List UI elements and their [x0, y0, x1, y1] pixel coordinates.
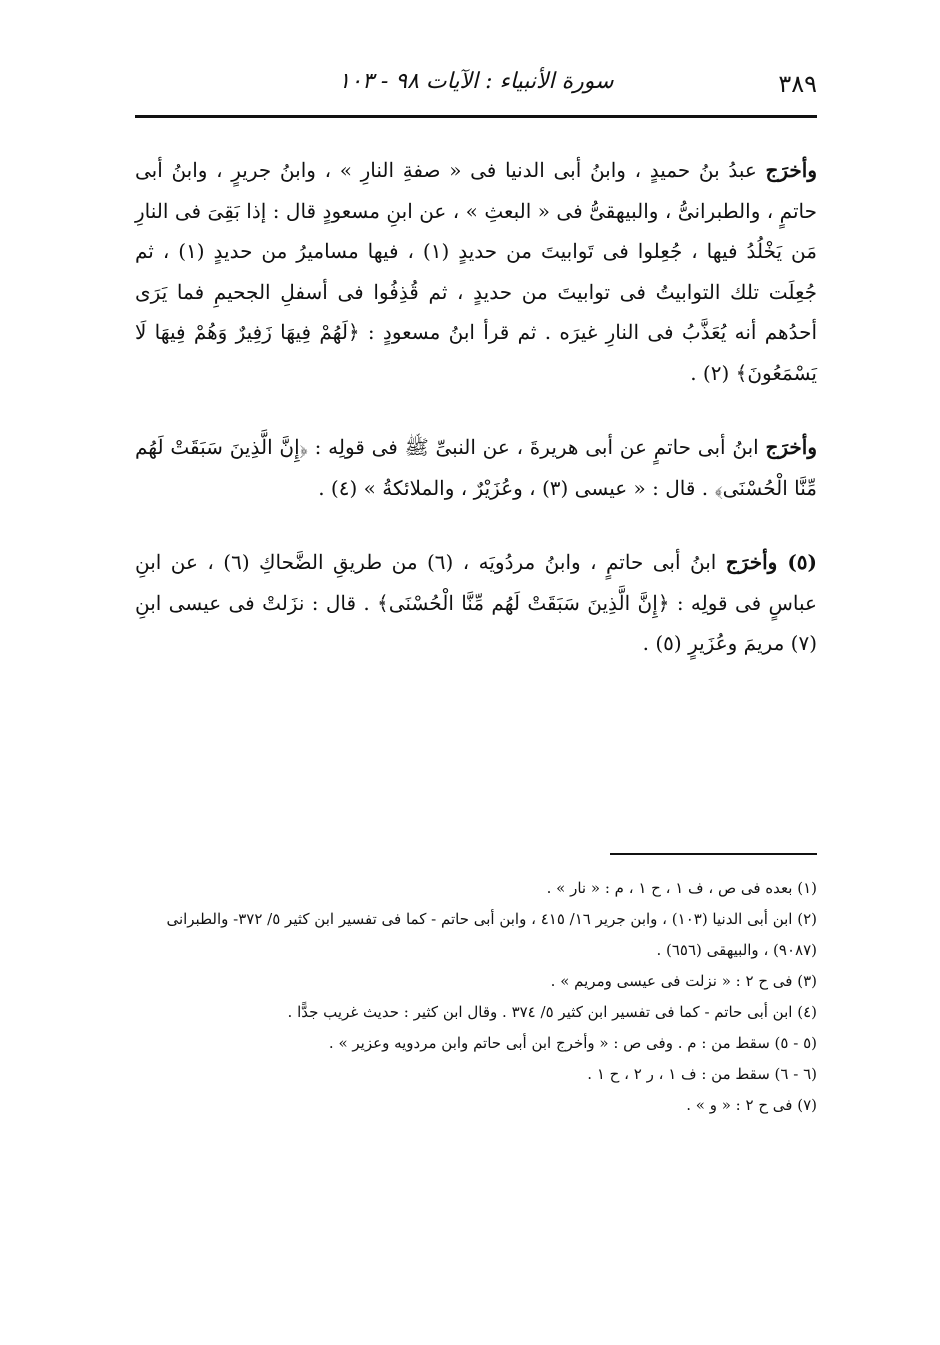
footnote: (٣) فى ح ٢ : « نزلت فى عيسى ومريم » .: [550, 972, 817, 990]
paragraph-lead: (٥) وأخرَج: [725, 550, 818, 574]
footnote-rule: [610, 853, 817, 855]
footnote: (٢) ابن أبى الدنيا (١٠٣) ، وابن جرير ١٦/ ٤١٥ ، وابن أبى حاتم - كما فى تفسير ابن كثير ٥/ ٣٧٢- والطبرانى (٩٠٨٧) ، والبيهقى (٦٥٦) .: [166, 910, 817, 959]
page-number: ٣٨٩: [778, 70, 817, 98]
paragraph-text: ابنُ أبى حاتمٍ ، وابنُ مردُويَه ، (٦) من طريقِ الضَّحاكِ (٦) ، عن ابنِ عباسٍ فى قولِه : ﴿إِنَّ الَّذِينَ سَبَقَتْ لَهُم مِّنَّا الْحُسْنَى﴾ . قال : نزَلتْ فى عيسى ابنِ (٧) مريمَ وعُزَيرٍ (٥) .: [135, 550, 817, 655]
footnote: (١) بعده فى ص ، ف ١ ، ح ١ ، م : « نار » .: [546, 879, 817, 897]
header-rule: [135, 115, 817, 118]
footnote: (٦ - ٦) سقط من : ف ١ ، ر ٢ ، ح ١ .: [587, 1065, 817, 1083]
footnote: (٧) فى ح ٢ : « و » .: [686, 1096, 817, 1114]
footnotes: [135, 873, 817, 1121]
paragraph-2: [135, 427, 817, 508]
paragraph-lead: وأخرَج: [765, 158, 817, 182]
main-text: [135, 150, 817, 664]
paragraph-lead: وأخرَج: [765, 435, 817, 459]
footnote: (٤) ابن أبى حاتم - كما فى تفسير ابن كثير ٥/ ٣٧٤ . وقال ابن كثير : حديث غريب جدًّا .: [287, 1003, 817, 1021]
paragraph-text: عبدُ بنُ حميدٍ ، وابنُ أبى الدنيا فى « صفةِ النارِ » ، وابنُ جريرٍ ، وابنُ أبى حاتمٍ ، والطبرانىُّ ، والبيهقىُّ فى « البعثِ » ، عن ابنِ مسعودٍ قال : إذا بَقِىَ فى النارِ مَن يَخْلُدُ فيها ، جُعِلوا فى تَوابيتَ من حديدٍ (١) ، فيها مساميرُ من حديدٍ (١) ، ثم جُعِلَت تلك التوابيتُ فى توابيتَ من حديدٍ ، ثم قُذِفُوا فى أسفلِ الجحيمِ فما يَرَى أحدُهم أنه يُعَذَّبُ فى النارِ غيرَه . ثم قرأ ابنُ مسعودٍ : ﴿لَهُمْ فِيهَا زَفِيرٌ وَهُمْ فِيهَا لَا يَسْمَعُونَ﴾ (٢) .: [135, 158, 817, 385]
footnote: (٥ - ٥) سقط من : م . وفى ص : « وأخرج ابن أبى حاتم وابن مردويه وعزير » .: [328, 1034, 817, 1052]
running-title: سورة الأنبياء : الآيات ٩٨ - ١٠٣: [338, 69, 614, 94]
paragraph-text: ابنُ أبى حاتمٍ عن أبى هريرةَ ، عن النبىِّ ﷺ فى قولِه : ﴿إِنَّ الَّذِينَ سَبَقَتْ لَهُم مِّنَّا الْحُسْنَى﴾ . قال : « عيسى (٣) ، وعُزَيْرٌ ، والملائكةُ » (٤) .: [135, 435, 817, 500]
paragraph-1: [135, 150, 817, 393]
paragraph-3: [135, 542, 817, 664]
page-header: [135, 58, 817, 104]
